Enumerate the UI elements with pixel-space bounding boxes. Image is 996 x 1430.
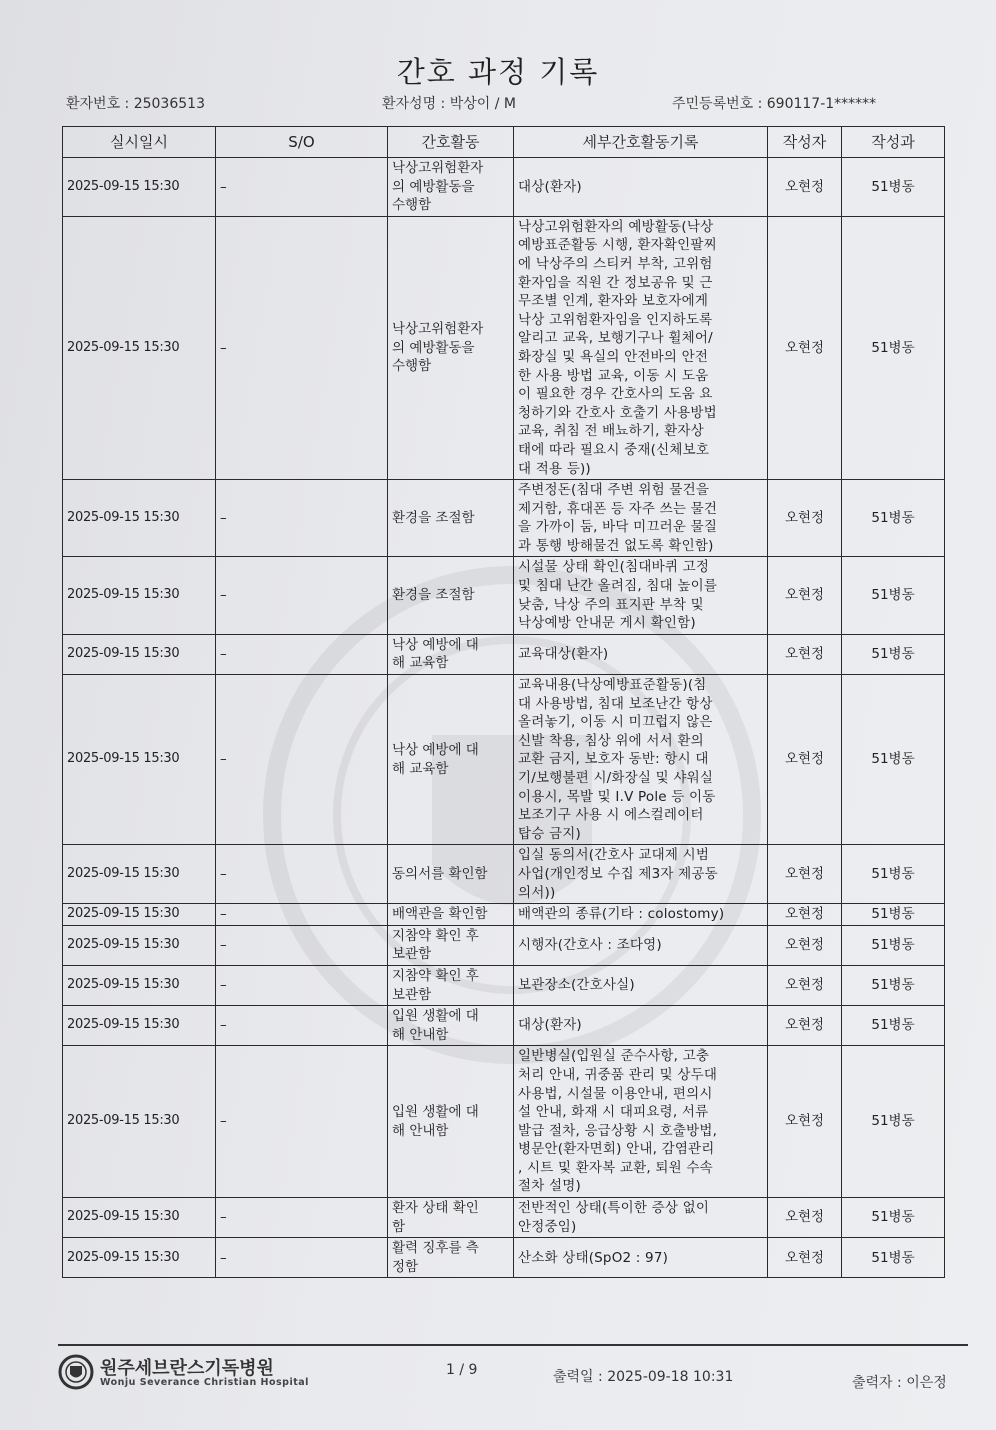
dept-cell: 51병동	[842, 1046, 945, 1198]
dept-cell: 51병동	[842, 480, 945, 557]
document-title: 간호 과정 기록	[396, 55, 600, 89]
so-cell: –	[216, 1006, 388, 1046]
nursing-record-table	[62, 126, 945, 1278]
activity-cell: 낙상 예방에 대 해 교육함	[388, 675, 514, 845]
table-body	[63, 158, 945, 1278]
patient-number: 환자번호 : 25036513	[66, 96, 205, 112]
so-cell: –	[216, 675, 388, 845]
header-activity: 간호활동	[388, 127, 514, 158]
table-row	[63, 557, 945, 634]
table-header-row	[63, 127, 945, 158]
detail-cell: 교육대상(환자)	[514, 634, 768, 674]
detail-cell: 산소화 상태(SpO2 : 97)	[514, 1238, 768, 1278]
dept-cell: 51병동	[842, 1238, 945, 1278]
header-so: S/O	[216, 127, 388, 158]
datetime-cell: 2025-09-15 15:30	[63, 925, 216, 965]
header-writer: 작성자	[768, 127, 842, 158]
datetime-cell: 2025-09-15 15:30	[63, 675, 216, 845]
writer-cell: 오현정	[768, 1006, 842, 1046]
header-detail: 세부간호활동기록	[514, 127, 768, 158]
detail-cell: 교육내용(낙상예방표준활동)(침 대 사용방법, 침대 보조난간 항상 올려놓기, 이동 시 미끄럽지 않은 신발 착용, 침상 위에 서서 환의 교환 금지, 보호자 동반: 항시 대 기/보행불편 시/화장실 및 샤워실 이용시, 목발 및 I.V Pole 등 이동 보조기구 사용 시 에스컬레이터 탑승 금지)	[514, 675, 768, 845]
so-cell: –	[216, 904, 388, 926]
table-row	[63, 1238, 945, 1278]
resident-registration-number: 주민등록번호 : 690117-1******	[672, 96, 877, 112]
so-cell: –	[216, 1198, 388, 1238]
table-row	[63, 845, 945, 904]
activity-cell: 배액관을 확인함	[388, 904, 514, 926]
datetime-cell: 2025-09-15 15:30	[63, 1198, 216, 1238]
activity-cell: 낙상고위험환자 의 예방활동을 수행함	[388, 158, 514, 217]
writer-cell: 오현정	[768, 1046, 842, 1198]
writer-cell: 오현정	[768, 845, 842, 904]
table-row	[63, 158, 945, 217]
dept-cell: 51병동	[842, 965, 945, 1005]
header-dept: 작성과	[842, 127, 945, 158]
so-cell: –	[216, 158, 388, 217]
detail-cell: 전반적인 상태(특이한 증상 없이 안정중임)	[514, 1198, 768, 1238]
table-row	[63, 1198, 945, 1238]
writer-cell: 오현정	[768, 158, 842, 217]
activity-cell: 환자 상태 확인 함	[388, 1198, 514, 1238]
table-row	[63, 480, 945, 557]
activity-cell: 낙상 예방에 대 해 교육함	[388, 634, 514, 674]
writer-cell: 오현정	[768, 634, 842, 674]
so-cell: –	[216, 634, 388, 674]
detail-cell: 주변정돈(침대 주변 위험 물건을 제거함, 휴대폰 등 자주 쓰는 물건 을 가까이 둠, 바닥 미끄러운 물질 과 통행 방해물건 없도록 확인함)	[514, 480, 768, 557]
so-cell: –	[216, 557, 388, 634]
so-cell: –	[216, 1238, 388, 1278]
datetime-cell: 2025-09-15 15:30	[63, 845, 216, 904]
detail-cell: 배액관의 종류(기타 : colostomy)	[514, 904, 768, 926]
datetime-cell: 2025-09-15 15:30	[63, 158, 216, 217]
table-row	[63, 925, 945, 965]
dept-cell: 51병동	[842, 1198, 945, 1238]
datetime-cell: 2025-09-15 15:30	[63, 965, 216, 1005]
writer-cell: 오현정	[768, 904, 842, 926]
dept-cell: 51병동	[842, 925, 945, 965]
detail-cell: 낙상고위험환자의 예방활동(낙상 예방표준활동 시행, 환자확인팔찌 에 낙상주의 스티커 부착, 고위험 환자임을 직원 간 정보공유 및 근 무조별 인계, 환자와 보호자에게 낙상 고위험환자임을 인지하도록 알리고 교육, 보행기구나 휠체어/ 화장실 및 욕실의 안전바의 안전 한 사용 방법 교육, 이동 시 도움 이 필요한 경우 간호사의 도움 요 청하기와 간호사 호출기 사용방법 교육, 취침 전 배뇨하기, 환자상 태에 따라 필요시 중재(신체보호 대 적용 등))	[514, 216, 768, 479]
so-cell: –	[216, 845, 388, 904]
table-row	[63, 675, 945, 845]
detail-cell: 대상(환자)	[514, 158, 768, 217]
table-row	[63, 965, 945, 1005]
detail-cell: 시설물 상태 확인(침대바퀴 고정 및 침대 난간 올려짐, 침대 높이를 낮춤, 낙상 주의 표지판 부착 및 낙상예방 안내문 게시 확인함)	[514, 557, 768, 634]
writer-cell: 오현정	[768, 557, 842, 634]
table-row	[63, 216, 945, 479]
so-cell: –	[216, 965, 388, 1005]
dept-cell: 51병동	[842, 216, 945, 479]
page-number: 1 / 9	[446, 1362, 478, 1378]
writer-cell: 오현정	[768, 480, 842, 557]
so-cell: –	[216, 925, 388, 965]
detail-cell: 보관장소(간호사실)	[514, 965, 768, 1005]
datetime-cell: 2025-09-15 15:30	[63, 904, 216, 926]
datetime-cell: 2025-09-15 15:30	[63, 634, 216, 674]
writer-cell: 오현정	[768, 1198, 842, 1238]
activity-cell: 환경을 조절함	[388, 480, 514, 557]
so-cell: –	[216, 216, 388, 479]
datetime-cell: 2025-09-15 15:30	[63, 1238, 216, 1278]
footer-divider	[58, 1344, 968, 1346]
dept-cell: 51병동	[842, 158, 945, 217]
writer-cell: 오현정	[768, 1238, 842, 1278]
detail-cell: 대상(환자)	[514, 1006, 768, 1046]
activity-cell: 활력 징후를 측 정함	[388, 1238, 514, 1278]
writer-cell: 오현정	[768, 675, 842, 845]
activity-cell: 지참약 확인 후 보관함	[388, 925, 514, 965]
datetime-cell: 2025-09-15 15:30	[63, 1046, 216, 1198]
dept-cell: 51병동	[842, 634, 945, 674]
activity-cell: 동의서를 확인함	[388, 845, 514, 904]
datetime-cell: 2025-09-15 15:30	[63, 557, 216, 634]
dept-cell: 51병동	[842, 1006, 945, 1046]
dept-cell: 51병동	[842, 675, 945, 845]
detail-cell: 시행자(간호사 : 조다영)	[514, 925, 768, 965]
detail-cell: 입실 동의서(간호사 교대제 시범 사업(개인정보 수집 제3자 제공동 의서))	[514, 845, 768, 904]
table-row	[63, 904, 945, 926]
printed-date: 출력일 : 2025-09-18 10:31	[553, 1369, 734, 1385]
detail-cell: 일반병실(입원실 준수사항, 고충 처리 안내, 귀중품 관리 및 상두대 사용법, 시설물 이용안내, 편의시 설 안내, 화재 시 대피요령, 서류 발급 절차, 응급상황 시 호출방법, 병문안(환자면회) 안내, 감염관리 , 시트 및 환자복 교환, 퇴원 수속 절차 설명)	[514, 1046, 768, 1198]
hospital-name-english: Wonju Severance Christian Hospital	[100, 1377, 309, 1388]
writer-cell: 오현정	[768, 216, 842, 479]
datetime-cell: 2025-09-15 15:30	[63, 1006, 216, 1046]
so-cell: –	[216, 480, 388, 557]
header-datetime: 실시일시	[63, 127, 216, 158]
writer-cell: 오현정	[768, 965, 842, 1005]
so-cell: –	[216, 1046, 388, 1198]
patient-name: 환자성명 : 박상이 / M	[382, 96, 516, 112]
table-row	[63, 1006, 945, 1046]
dept-cell: 51병동	[842, 904, 945, 926]
datetime-cell: 2025-09-15 15:30	[63, 216, 216, 479]
hospital-name: 원주세브란스기독병원	[100, 1358, 274, 1379]
printed-by: 출력자 : 이은정	[852, 1375, 947, 1391]
table-row	[63, 634, 945, 674]
activity-cell: 지참약 확인 후 보관함	[388, 965, 514, 1005]
dept-cell: 51병동	[842, 557, 945, 634]
dept-cell: 51병동	[842, 845, 945, 904]
writer-cell: 오현정	[768, 925, 842, 965]
activity-cell: 환경을 조절함	[388, 557, 514, 634]
activity-cell: 낙상고위험환자 의 예방활동을 수행함	[388, 216, 514, 479]
hospital-logo-icon	[58, 1354, 94, 1390]
activity-cell: 입원 생활에 대 해 안내함	[388, 1046, 514, 1198]
table-row	[63, 1046, 945, 1198]
activity-cell: 입원 생활에 대 해 안내함	[388, 1006, 514, 1046]
datetime-cell: 2025-09-15 15:30	[63, 480, 216, 557]
